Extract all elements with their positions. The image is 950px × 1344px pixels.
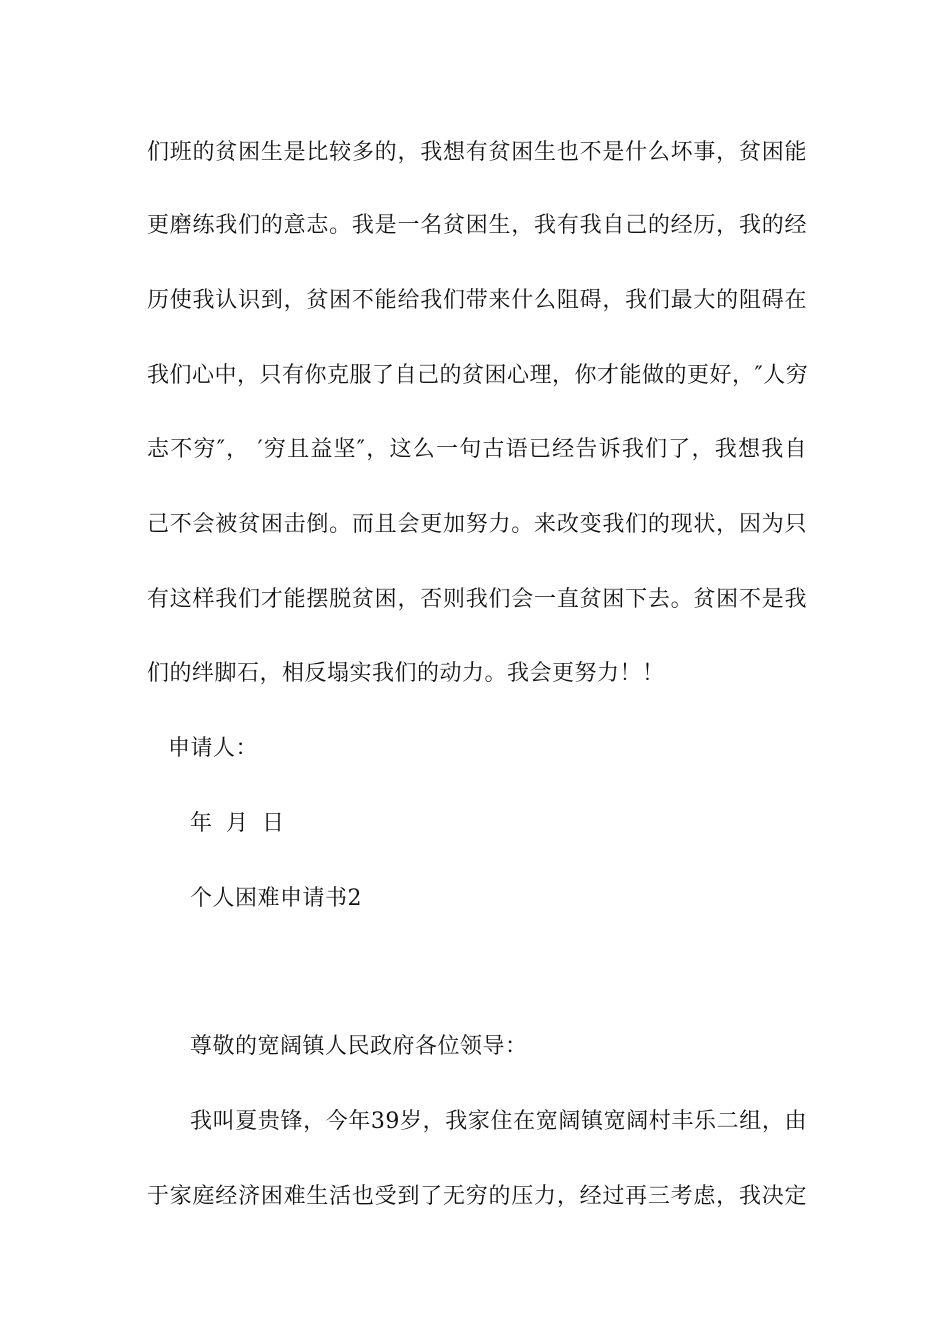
body-line: 们班的贫困生是比较多的，我想有贫困生也不是什么坏事，贫困能: [147, 140, 807, 165]
section-title: 个人困难申请书2: [190, 886, 362, 911]
body-line-last: 们的绊脚石，相反塌实我们的动力。我会更努力！！: [147, 661, 665, 686]
body-line: 我叫夏贵锋，今年39岁，我家住在宽阔镇宽阔村丰乐二组，由: [190, 1109, 807, 1134]
body-line: 于家庭经济困难生活也受到了无穷的压力，经过再三考虑，我决定: [147, 1184, 807, 1209]
signature-label: 申请人：: [168, 736, 259, 761]
body-line: 有这样我们才能摆脱贫困，否则我们会一直贫困下去。贫困不是我: [147, 587, 807, 612]
body-line: 志不穷″， ′穷且益坚″，这么一句古语已经告诉我们了，我想我自: [147, 437, 807, 462]
body-line: 更磨练我们的意志。我是一名贫困生，我有我自己的经历，我的经: [147, 213, 807, 238]
body-line: 我们心中，只有你克服了自己的贫困心理，你才能做的更好，″人穷: [147, 363, 809, 388]
body-line: 己不会被贫困击倒。而且会更加努力。来改变我们的现状，因为只: [147, 512, 807, 537]
salutation: 尊敬的宽阔镇人民政府各位领导：: [190, 1034, 528, 1059]
body-line: 历使我认识到，贫困不能给我们带来什么阻碍，我们最大的阻碍在: [147, 288, 807, 313]
date-line: 年 月 日: [190, 811, 285, 836]
